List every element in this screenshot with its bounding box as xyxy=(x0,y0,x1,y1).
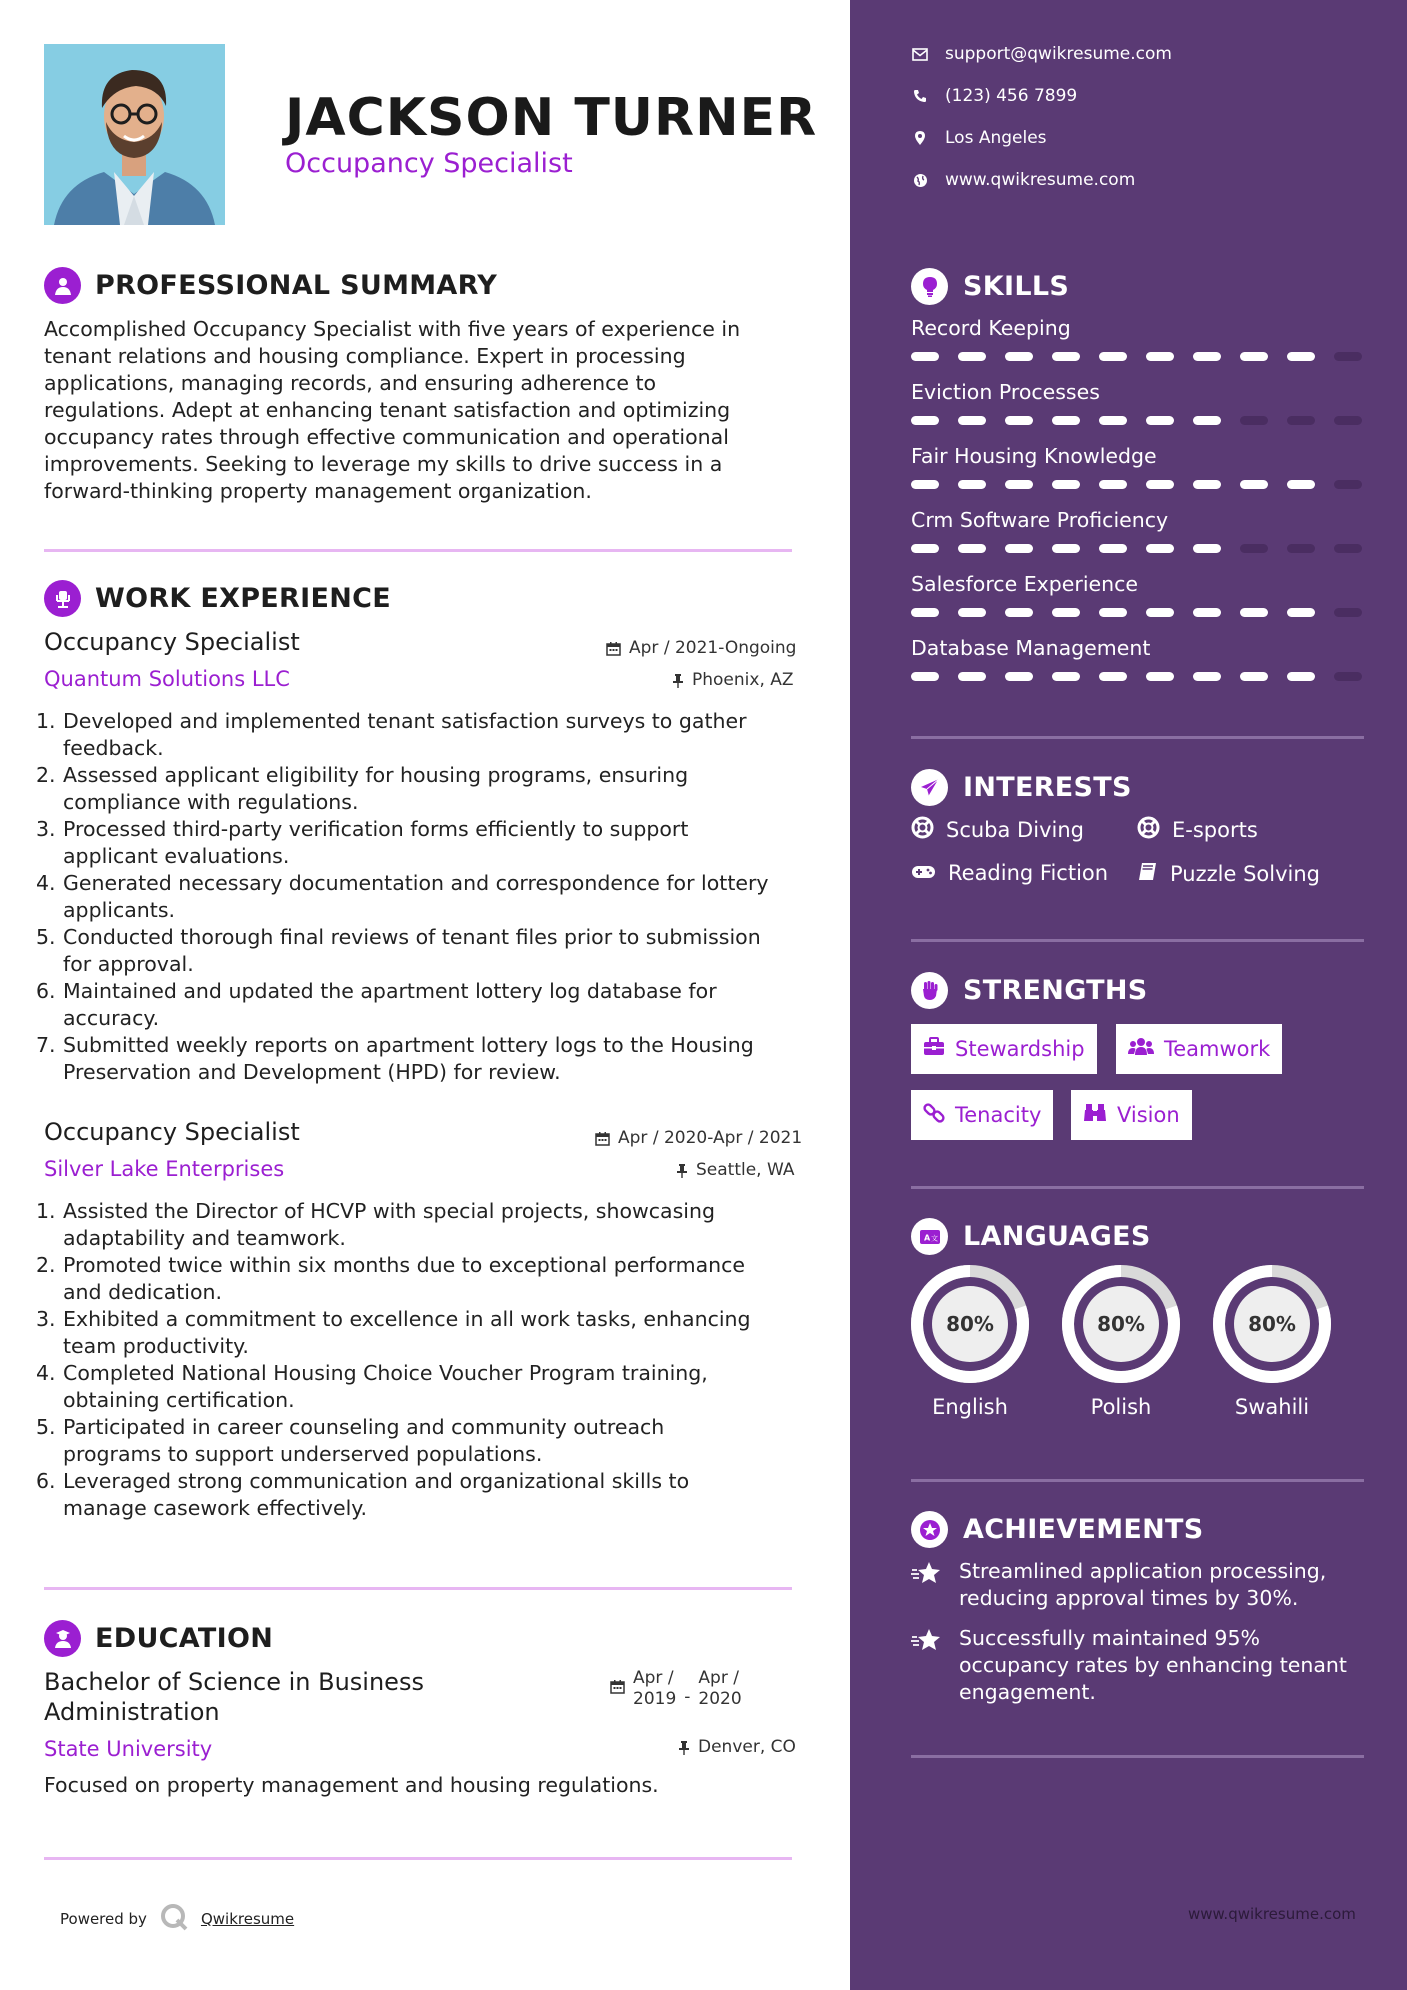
svg-text:文: 文 xyxy=(930,1234,938,1242)
contact-location xyxy=(911,128,1047,148)
strength-tag xyxy=(911,1090,1053,1140)
list-item: 2. Assessed applicant eligibility for housing programs, ensuring compliance with regulations. xyxy=(36,763,689,814)
calendar-icon xyxy=(595,1131,610,1146)
skill-level-segment xyxy=(1052,416,1080,425)
skill-level-segment xyxy=(1005,544,1033,553)
binoculars-icon xyxy=(1083,1102,1107,1128)
skill-level-segment xyxy=(1052,672,1080,681)
book-icon xyxy=(1137,861,1158,887)
skill-level-bar xyxy=(911,416,1362,425)
skill-level-segment xyxy=(1193,544,1221,553)
interest-item xyxy=(1137,861,1320,887)
language-percent: 80% xyxy=(946,1312,994,1336)
job-bullets xyxy=(36,708,796,1086)
degree xyxy=(44,1667,424,1727)
skill-level-bar xyxy=(911,544,1362,553)
skill-level-segment xyxy=(1052,544,1080,553)
skill-level-segment xyxy=(1287,416,1315,425)
language-name: Swahili xyxy=(1234,1395,1310,1419)
qwikresume-logo-icon xyxy=(159,1902,189,1936)
pin-icon xyxy=(676,1163,688,1178)
strength-label: Teamwork xyxy=(1164,1037,1271,1061)
divider xyxy=(911,1755,1364,1758)
divider xyxy=(911,736,1364,739)
lifebuoy-icon xyxy=(1137,816,1160,844)
candidate-name: JACKSON TURNER xyxy=(285,88,818,148)
job-location-row xyxy=(676,1160,1347,1180)
skill-level-segment xyxy=(1052,608,1080,617)
education-end: Apr / 2020 xyxy=(698,1668,742,1709)
skill-level-segment xyxy=(911,608,939,617)
skill-name: Fair Housing Knowledge xyxy=(911,444,1157,468)
job-company: Silver Lake Enterprises xyxy=(44,1157,285,1181)
skill-level-segment xyxy=(911,544,939,553)
language-ring xyxy=(909,1263,1031,1385)
skill-level-segment xyxy=(1287,608,1315,617)
divider xyxy=(44,549,792,552)
language-name: English xyxy=(932,1395,1008,1419)
location-text: Los Angeles xyxy=(945,128,1047,148)
list-item: 3. Processed third-party verification forms efficiently to support applicant evaluations. xyxy=(36,817,689,868)
skill-level-segment xyxy=(1005,480,1033,489)
skills-heading xyxy=(911,268,1069,305)
list-item: 6. Leveraged strong communication and organizational skills to manage casework effectively. xyxy=(36,1469,690,1520)
education-location-text: Denver, CO xyxy=(698,1737,796,1757)
job-title: Occupancy Specialist xyxy=(44,628,300,656)
skill-level-segment xyxy=(1240,544,1268,553)
brand-link[interactable]: Qwikresume xyxy=(200,1910,295,1928)
skill-level-segment xyxy=(1099,352,1127,361)
pin-icon xyxy=(672,673,684,688)
chair-icon xyxy=(44,580,81,617)
strength-tag xyxy=(1071,1090,1192,1140)
list-item: 5. Participated in career counseling and community outreach programs to support underserved populations. xyxy=(36,1415,665,1466)
education-title: EDUCATION xyxy=(95,1623,274,1654)
skill-name: Eviction Processes xyxy=(911,380,1100,404)
summary-line: regulations. Adept at enhancing tenant satisfaction and optimizing xyxy=(44,398,731,422)
skill-level-segment xyxy=(1334,480,1362,489)
skill-level-segment xyxy=(1146,672,1174,681)
job-dates-text: Apr / 2020-Apr / 2021 xyxy=(618,1128,803,1148)
achievements-title: ACHIEVEMENTS xyxy=(963,1514,1204,1545)
user-icon xyxy=(44,267,81,304)
summary-line: tenant relations and housing compliance. Expert in processing xyxy=(44,344,686,368)
experience-heading xyxy=(44,580,391,617)
degree-line: Administration xyxy=(44,1698,220,1726)
interest-label: E-sports xyxy=(1172,818,1258,842)
interest-label: Puzzle Solving xyxy=(1170,862,1320,886)
skill-level-bar xyxy=(911,672,1362,681)
star-icon xyxy=(911,1558,941,1612)
strength-label: Stewardship xyxy=(955,1037,1085,1061)
language-percent: 80% xyxy=(1097,1312,1145,1336)
skill-level-segment xyxy=(1193,672,1221,681)
divider xyxy=(911,1479,1364,1482)
skill-level-segment xyxy=(1146,544,1174,553)
svg-text:A: A xyxy=(923,1233,930,1242)
contact-email[interactable] xyxy=(911,44,1172,64)
education-heading xyxy=(44,1620,273,1657)
footer-url[interactable]: www.qwikresume.com xyxy=(1188,1905,1356,1923)
skill-level-segment xyxy=(1099,608,1127,617)
language-item xyxy=(1060,1263,1182,1419)
list-item: 7. Submitted weekly reports on apartment lottery logs to the Housing Preservation and Development (HPD) for review. xyxy=(36,1033,754,1084)
skill-level-segment xyxy=(1099,544,1127,553)
lifebuoy-icon xyxy=(911,816,934,844)
star-icon xyxy=(911,1625,941,1706)
achievement-item: Streamlined application processing, reducing approval times by 30%. xyxy=(911,1558,1371,1612)
star-badge-icon xyxy=(911,1511,948,1548)
skill-level-segment xyxy=(1240,352,1268,361)
skill-level-segment xyxy=(1334,672,1362,681)
divider xyxy=(911,1186,1364,1189)
languages-title: LANGUAGES xyxy=(963,1221,1151,1252)
skill-level-segment xyxy=(1146,352,1174,361)
powered-by-label: Powered by xyxy=(60,1910,147,1928)
users-icon xyxy=(1128,1037,1154,1061)
briefcase-icon xyxy=(923,1037,945,1061)
skill-level-segment xyxy=(911,352,939,361)
interests-heading xyxy=(911,769,1132,806)
interests-title: INTERESTS xyxy=(963,772,1132,803)
skill-name: Record Keeping xyxy=(911,316,1071,340)
calendar-icon xyxy=(610,1679,625,1699)
globe-icon xyxy=(911,173,929,188)
summary-line: occupancy rates through effective communication and operational xyxy=(44,425,729,449)
strengths-title: STRENGTHS xyxy=(963,975,1148,1006)
summary-line: applications, managing records, and ensuring adherence to xyxy=(44,371,657,395)
candidate-title: Occupancy Specialist xyxy=(285,148,573,179)
fist-icon xyxy=(911,972,948,1009)
graduation-icon xyxy=(44,1620,81,1657)
degree-line: Bachelor of Science in Business xyxy=(44,1668,424,1696)
skill-level-segment xyxy=(1099,416,1127,425)
email-text: support@qwikresume.com xyxy=(945,44,1172,64)
list-item: 4. Completed National Housing Choice Voucher Program training, obtaining certification. xyxy=(36,1361,708,1412)
job-company: Quantum Solutions LLC xyxy=(44,667,290,691)
education-description: Focused on property management and housing regulations. xyxy=(44,1773,659,1797)
skill-level-segment xyxy=(1099,672,1127,681)
summary-line: Accomplished Occupancy Specialist with five years of experience in xyxy=(44,317,741,341)
skill-level-segment xyxy=(911,416,939,425)
skill-level-segment xyxy=(1287,672,1315,681)
skill-level-segment xyxy=(1193,416,1221,425)
skill-level-segment xyxy=(1005,416,1033,425)
skill-level-segment xyxy=(1099,480,1127,489)
summary-line: forward-thinking property management organization. xyxy=(44,479,592,503)
list-item: 1. Assisted the Director of HCVP with special projects, showcasing adaptability and teamwork. xyxy=(36,1199,715,1250)
list-item: 6. Maintained and updated the apartment lottery log database for accuracy. xyxy=(36,979,717,1030)
divider xyxy=(44,1857,792,1860)
skill-level-segment xyxy=(1334,608,1362,617)
skill-level-segment xyxy=(1240,480,1268,489)
strength-label: Vision xyxy=(1117,1103,1180,1127)
skill-level-segment xyxy=(958,608,986,617)
contact-website[interactable] xyxy=(911,170,1135,190)
powered-by xyxy=(60,1902,294,1936)
calendar-icon xyxy=(606,641,621,656)
skill-name: Crm Software Proficiency xyxy=(911,508,1169,532)
languages-heading xyxy=(911,1218,1151,1255)
interest-item xyxy=(911,861,1108,885)
language-ring xyxy=(1060,1263,1182,1385)
skill-level-segment xyxy=(1334,544,1362,553)
list-item: 3. Exhibited a commitment to excellence in all work tasks, enhancing team productivity. xyxy=(36,1307,751,1358)
skill-level-segment xyxy=(1287,480,1315,489)
skill-level-segment xyxy=(1240,608,1268,617)
skill-name: Salesforce Experience xyxy=(911,572,1139,596)
skill-level-segment xyxy=(1240,672,1268,681)
strengths-heading xyxy=(911,972,1148,1009)
interest-item xyxy=(1137,816,1258,844)
interest-item xyxy=(911,816,1084,844)
skill-level-segment xyxy=(958,672,986,681)
skill-level-segment xyxy=(958,416,986,425)
experience-title: WORK EXPERIENCE xyxy=(95,583,391,614)
interest-label: Reading Fiction xyxy=(948,861,1109,885)
skill-level-segment xyxy=(911,672,939,681)
skill-level-segment xyxy=(1193,480,1221,489)
skill-level-segment xyxy=(1287,352,1315,361)
skill-level-bar xyxy=(911,352,1362,361)
skill-level-segment xyxy=(1052,352,1080,361)
language-ring xyxy=(1211,1263,1333,1385)
education-location-row xyxy=(678,1737,1347,1757)
divider xyxy=(44,1587,792,1590)
skill-level-segment xyxy=(1005,608,1033,617)
skill-level-segment xyxy=(911,480,939,489)
skill-level-segment xyxy=(1334,416,1362,425)
phone-text: (123) 456 7899 xyxy=(945,86,1078,106)
profile-photo xyxy=(44,44,225,225)
divider xyxy=(911,939,1364,942)
skill-name: Database Management xyxy=(911,636,1151,660)
skill-level-segment xyxy=(1052,480,1080,489)
language-percent: 80% xyxy=(1248,1312,1296,1336)
strength-tag xyxy=(1116,1024,1282,1074)
skill-level-segment xyxy=(1240,416,1268,425)
list-item: 5. Conducted thorough final reviews of tenant files prior to submission for approval. xyxy=(36,925,761,976)
phone-icon xyxy=(911,89,929,103)
lightbulb-icon xyxy=(911,268,948,305)
contact-phone[interactable] xyxy=(911,86,1077,106)
skill-level-segment xyxy=(1334,352,1362,361)
skill-level-segment xyxy=(1146,480,1174,489)
job-location-text: Phoenix, AZ xyxy=(692,670,794,690)
skill-level-segment xyxy=(958,352,986,361)
summary-title: PROFESSIONAL SUMMARY xyxy=(95,270,498,301)
achievement-item: Successfully maintained 95% occupancy rates by enhancing tenant engagement. xyxy=(911,1625,1371,1706)
skills-title: SKILLS xyxy=(963,271,1070,302)
skill-level-bar xyxy=(911,480,1362,489)
skill-level-segment xyxy=(1193,352,1221,361)
strength-label: Tenacity xyxy=(955,1103,1042,1127)
skill-level-segment xyxy=(958,480,986,489)
education-dates xyxy=(610,1668,742,1710)
list-item: 2. Promoted twice within six months due to exceptional performance and dedication. xyxy=(36,1253,746,1304)
job-dates-text: Apr / 2021-Ongoing xyxy=(629,638,797,658)
education-start: Apr / 2019 xyxy=(633,1668,677,1709)
list-item: 4. Generated necessary documentation and correspondence for lottery applicants. xyxy=(36,871,769,922)
school: State University xyxy=(44,1737,213,1761)
skill-level-segment xyxy=(1005,672,1033,681)
language-item xyxy=(909,1263,1031,1419)
skill-level-bar xyxy=(911,608,1362,617)
translate-icon xyxy=(911,1218,948,1255)
job-location-text: Seattle, WA xyxy=(696,1160,795,1180)
date-separator: - xyxy=(684,1687,691,1707)
pin-icon xyxy=(678,1740,690,1755)
gamepad-icon xyxy=(911,861,936,885)
strength-tag xyxy=(911,1024,1097,1074)
skill-level-segment xyxy=(1146,608,1174,617)
language-name: Polish xyxy=(1090,1395,1152,1419)
website-text: www.qwikresume.com xyxy=(945,170,1136,190)
summary-heading xyxy=(44,267,497,304)
skill-level-segment xyxy=(1005,352,1033,361)
achievements-heading xyxy=(911,1511,1204,1548)
skill-level-segment xyxy=(958,544,986,553)
language-item xyxy=(1211,1263,1333,1419)
skill-level-segment xyxy=(1193,608,1221,617)
link-icon xyxy=(923,1102,945,1129)
skill-level-segment xyxy=(1287,544,1315,553)
job-title: Occupancy Specialist xyxy=(44,1118,300,1146)
paper-plane-icon xyxy=(911,769,948,806)
job-bullets xyxy=(36,1198,796,1522)
envelope-icon xyxy=(911,48,929,61)
location-pin-icon xyxy=(911,130,929,146)
summary-line: improvements. Seeking to leverage my skills to drive success in a xyxy=(44,452,723,476)
interest-label: Scuba Diving xyxy=(946,818,1084,842)
list-item: 1. Developed and implemented tenant satisfaction surveys to gather feedback. xyxy=(36,709,747,760)
skill-level-segment xyxy=(1146,416,1174,425)
summary-text xyxy=(44,316,794,505)
